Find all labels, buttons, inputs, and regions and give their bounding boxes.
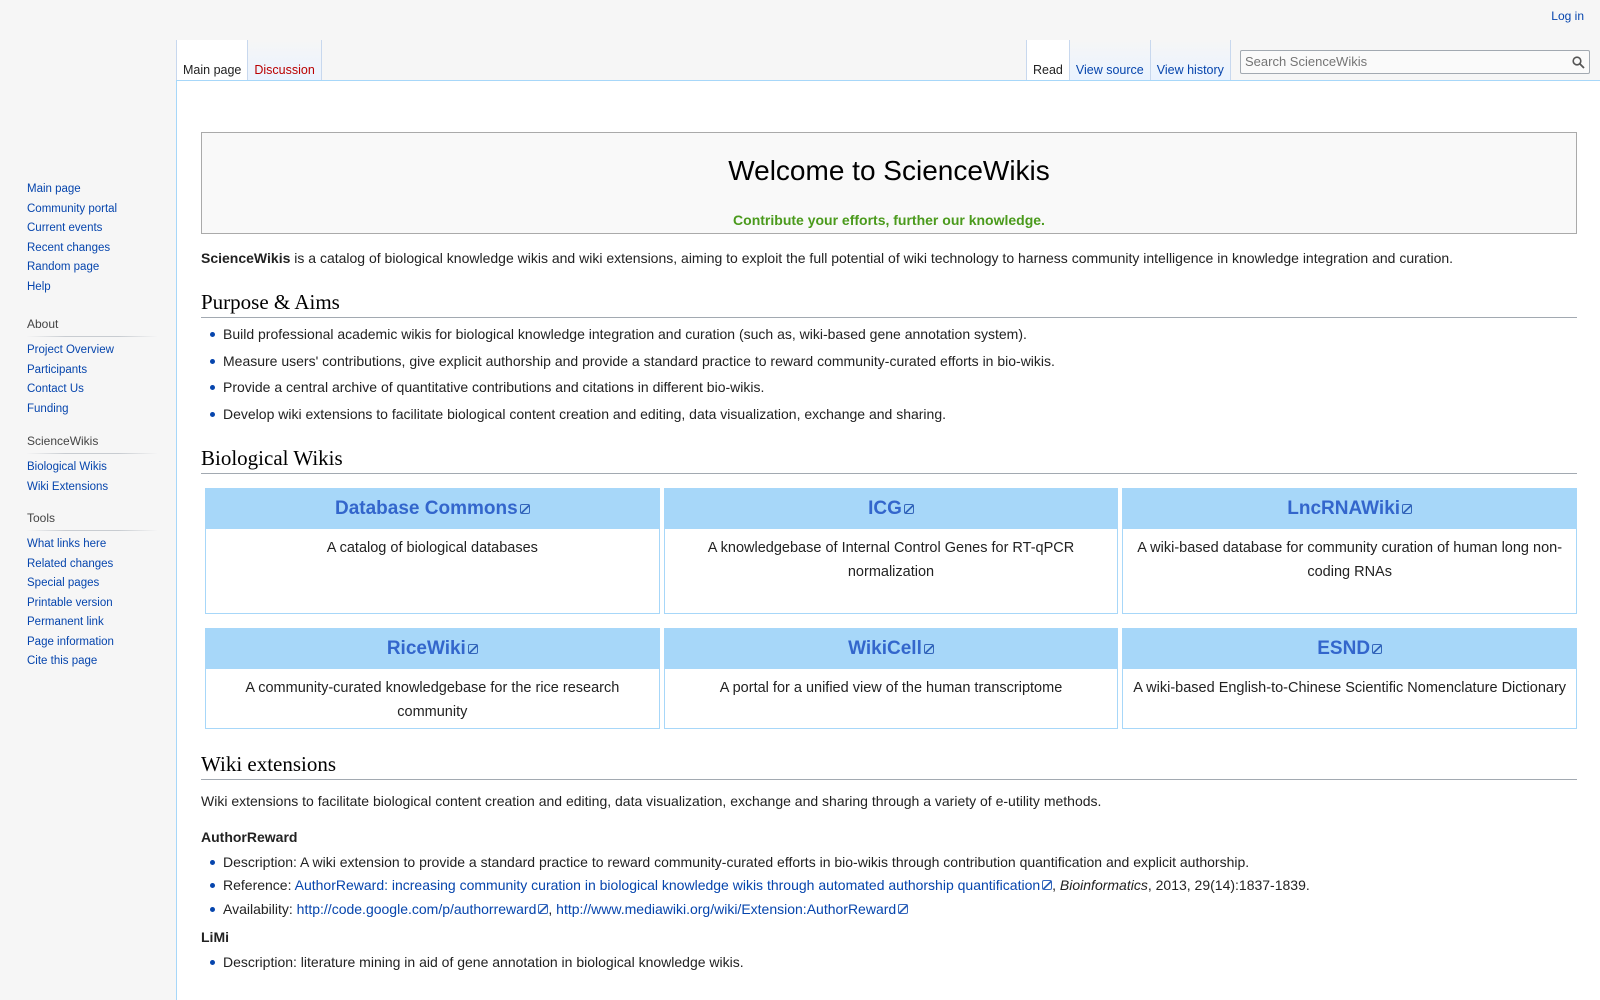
tab-view-history-label[interactable]: View history bbox=[1156, 63, 1224, 77]
login-link[interactable]: Log in bbox=[1551, 9, 1584, 23]
wiki-card-link-wikicell[interactable]: WikiCell bbox=[848, 638, 934, 660]
sidebar-navigation bbox=[27, 180, 157, 297]
purpose-list bbox=[201, 324, 1577, 424]
welcome-title: Welcome to ScienceWikis bbox=[728, 155, 1050, 186]
wiki-card-link-ricewiki[interactable]: RiceWiki bbox=[387, 638, 478, 660]
wiki-card-header bbox=[206, 489, 659, 529]
namespace-tabs bbox=[176, 40, 322, 80]
reference-citation: , 2013, 29(14):1837-1839. bbox=[1147, 877, 1310, 893]
personal-tools bbox=[1551, 9, 1584, 23]
reference-journal: Bioinformatics bbox=[1059, 877, 1148, 893]
section-heading-purpose: Purpose & Aims bbox=[201, 290, 1577, 318]
content-area bbox=[176, 80, 1600, 1000]
tab-main-page[interactable] bbox=[176, 40, 248, 80]
wiki-card-link-esnd[interactable]: ESND bbox=[1317, 638, 1382, 660]
tab-view-history[interactable] bbox=[1151, 40, 1231, 80]
wiki-card-header bbox=[665, 489, 1118, 529]
sidebar-item-help[interactable]: Help bbox=[27, 280, 51, 293]
sidebar-item-special-pages[interactable]: Special pages bbox=[27, 577, 100, 589]
search-box bbox=[1240, 50, 1590, 74]
page-body bbox=[201, 132, 1577, 975]
extension-name-authorreward: AuthorReward bbox=[201, 828, 298, 845]
intro-site-name: ScienceWikis bbox=[201, 250, 291, 266]
wiki-card bbox=[664, 628, 1119, 729]
welcome-slogan: Contribute your efforts, further our knowledge. bbox=[733, 212, 1045, 228]
tab-read[interactable] bbox=[1026, 40, 1070, 80]
wiki-card-description: A catalog of biological databases bbox=[326, 539, 538, 556]
reference-separator: , bbox=[1052, 877, 1060, 893]
list-item: Build professional academic wikis for biological knowledge integration and curation (such as, wiki-based gene annotation system). bbox=[223, 324, 1577, 344]
extensions-description: Wiki extensions to facilitate biological content creation and editing, data visualization, exchange and sharing through a variety of e-utility methods. bbox=[201, 792, 1102, 809]
sidebar-heading-about: About bbox=[27, 317, 157, 337]
wiki-card-header bbox=[1123, 629, 1576, 669]
wiki-card-link-icg[interactable]: ICG bbox=[868, 498, 914, 520]
availability-separator: , bbox=[548, 900, 557, 917]
availability-label: Availability: bbox=[223, 900, 297, 917]
wiki-card-link-database-commons[interactable]: Database Commons bbox=[335, 498, 530, 520]
tab-main-page-label[interactable]: Main page bbox=[183, 63, 242, 77]
reference-label: Reference: bbox=[223, 877, 295, 893]
page-header bbox=[176, 40, 1600, 80]
tab-discussion-label[interactable]: Discussion bbox=[254, 63, 315, 77]
sidebar-item-main-page[interactable]: Main page bbox=[27, 183, 81, 195]
sidebar-item-wiki-extensions[interactable]: Wiki Extensions bbox=[27, 480, 109, 493]
wiki-card bbox=[205, 628, 660, 729]
intro-text: is a catalog of biological knowledge wikis and wiki extensions, aiming to exploit the full potential of wiki technology to harness community intelligence in knowledge integration and curation. bbox=[290, 250, 1454, 266]
sidebar-item-community-portal[interactable]: Community portal bbox=[27, 202, 118, 215]
sidebar-item-contact-us[interactable]: Contact Us bbox=[27, 383, 84, 395]
sidebar-item-biological-wikis[interactable]: Biological Wikis bbox=[27, 461, 107, 473]
list-item: Measure users' contributions, give explicit authorship and provide a standard practice to reward community-curated efforts in bio-wikis. bbox=[223, 351, 1577, 371]
intro-paragraph bbox=[201, 248, 1577, 268]
wiki-card-description: A knowledgebase of Internal Control Genes for RT-qPCR normalization bbox=[707, 539, 1075, 580]
sidebar bbox=[0, 0, 176, 1000]
sidebar-item-permanent-link[interactable]: Permanent link bbox=[27, 616, 104, 628]
wiki-card-description: A wiki-based database for community curation of human long non-coding RNAs bbox=[1137, 539, 1563, 580]
wiki-card-header bbox=[665, 629, 1118, 669]
availability-link-google-code[interactable]: http://code.google.com/p/authorreward bbox=[297, 901, 549, 917]
list-item: Develop wiki extensions to facilitate biological content creation and editing, data visualization, exchange and sharing. bbox=[223, 404, 1577, 424]
sidebar-item-random-page[interactable]: Random page bbox=[27, 261, 100, 273]
list-item: Description: literature mining in aid of gene annotation in biological knowledge wikis. bbox=[223, 952, 1577, 972]
view-tabs bbox=[1026, 40, 1231, 80]
tab-discussion[interactable] bbox=[248, 40, 321, 80]
sidebar-item-project-overview[interactable]: Project Overview bbox=[27, 344, 114, 356]
search-button[interactable] bbox=[1569, 53, 1587, 71]
wiki-card bbox=[1122, 628, 1577, 729]
list-item: Description: A wiki extension to provide a standard practice to reward community-curated efforts in bio-wikis through contribution quantification and explicit authorship. bbox=[223, 852, 1577, 872]
sidebar-item-current-events[interactable]: Current events bbox=[27, 222, 103, 234]
sidebar-heading-sciencewikis: ScienceWikis bbox=[27, 434, 157, 454]
wiki-card-header bbox=[206, 629, 659, 669]
wiki-card bbox=[664, 488, 1119, 614]
wiki-card-description: A portal for a unified view of the human transcriptome bbox=[719, 679, 1063, 696]
tab-view-source-label[interactable]: View source bbox=[1075, 63, 1144, 77]
wiki-card bbox=[1122, 488, 1577, 614]
authorreward-details bbox=[201, 852, 1577, 919]
reference-link[interactable]: AuthorReward: increasing community curation in biological knowledge wikis through automated authorship quantification bbox=[295, 877, 1053, 893]
section-heading-biological-wikis: Biological Wikis bbox=[201, 446, 1577, 474]
wiki-card-header bbox=[1123, 489, 1576, 529]
welcome-banner bbox=[201, 132, 1577, 234]
sidebar-item-participants[interactable]: Participants bbox=[27, 363, 88, 376]
wiki-card-description: A wiki-based English-to-Chinese Scientific Nomenclature Dictionary bbox=[1133, 679, 1567, 696]
wiki-card bbox=[205, 488, 660, 614]
list-item bbox=[223, 899, 1577, 919]
availability-link-mediawiki[interactable]: http://www.mediawiki.org/wiki/Extension:AuthorReward bbox=[556, 901, 908, 917]
sidebar-item-related-changes[interactable]: Related changes bbox=[27, 557, 114, 570]
list-item: Provide a central archive of quantitative contributions and citations in different bio-wikis. bbox=[223, 377, 1577, 397]
wiki-card-grid-row1 bbox=[205, 488, 1577, 614]
search-icon bbox=[1572, 56, 1585, 69]
sidebar-item-recent-changes[interactable]: Recent changes bbox=[27, 241, 111, 254]
tab-read-label[interactable]: Read bbox=[1033, 63, 1063, 77]
sidebar-item-cite-this-page[interactable]: Cite this page bbox=[27, 655, 98, 667]
sidebar-sciencewikis bbox=[27, 434, 157, 497]
section-heading-wiki-extensions: Wiki extensions bbox=[201, 752, 1577, 780]
sidebar-tools bbox=[27, 511, 157, 672]
sidebar-about bbox=[27, 317, 157, 419]
wiki-card-link-lncrnawiki[interactable]: LncRNAWiki bbox=[1287, 498, 1412, 520]
sidebar-heading-tools: Tools bbox=[27, 511, 157, 531]
sidebar-item-what-links-here[interactable]: What links here bbox=[27, 538, 107, 550]
wiki-card-grid-row2 bbox=[205, 628, 1577, 729]
sidebar-item-page-information[interactable]: Page information bbox=[27, 635, 114, 648]
wiki-card-description: A community-curated knowledgebase for the rice research community bbox=[245, 679, 620, 720]
tab-view-source[interactable] bbox=[1070, 40, 1151, 80]
list-item bbox=[223, 875, 1577, 895]
limi-details bbox=[201, 952, 1577, 972]
extension-name-limi: LiMi bbox=[201, 928, 229, 945]
search-input[interactable] bbox=[1241, 51, 1549, 71]
sidebar-item-printable-version[interactable]: Printable version bbox=[27, 596, 113, 609]
sidebar-item-funding[interactable]: Funding bbox=[27, 402, 69, 415]
